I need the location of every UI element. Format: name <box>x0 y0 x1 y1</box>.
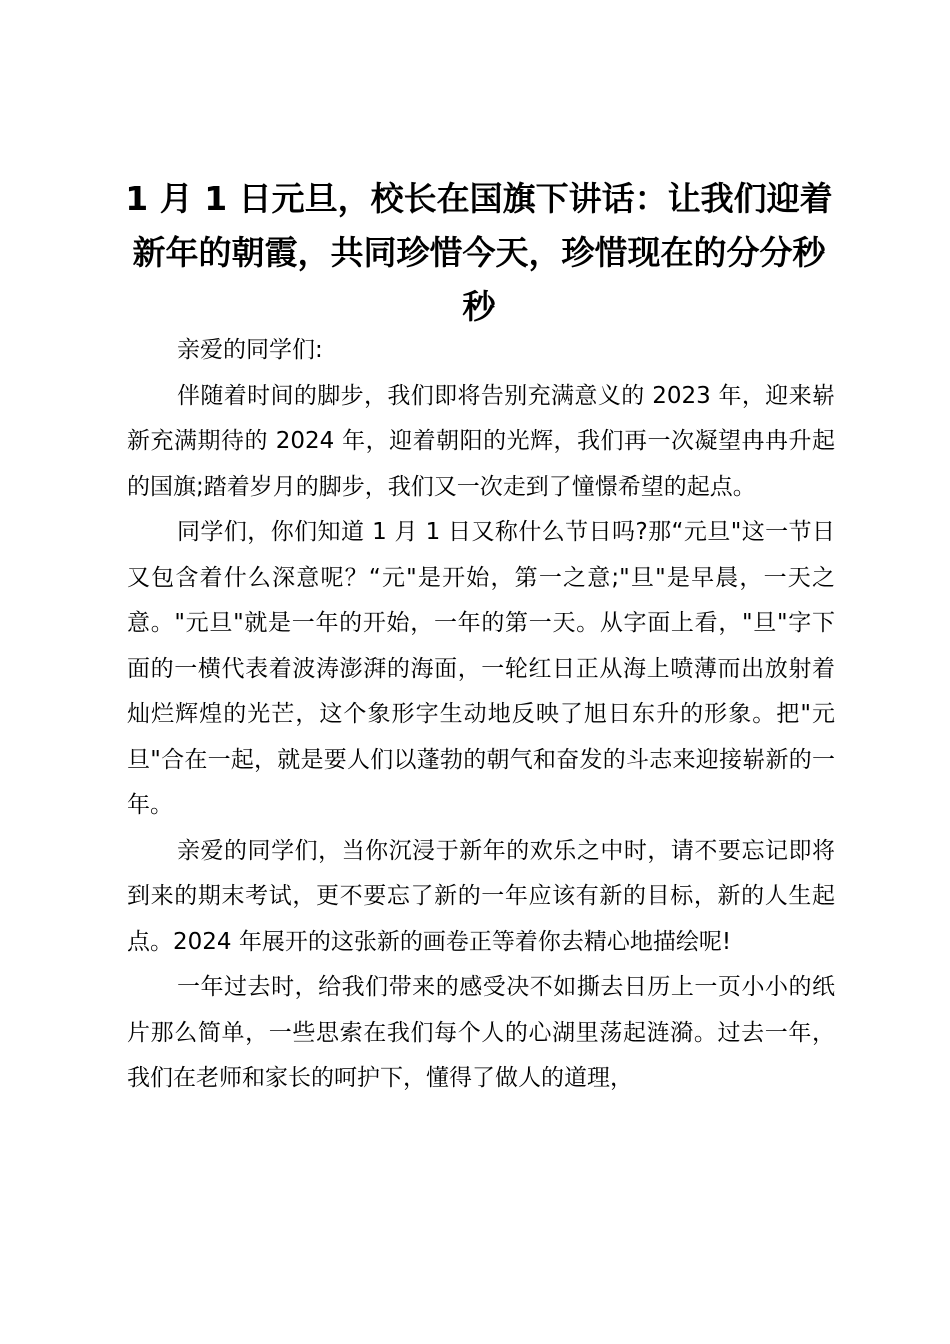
greeting-paragraph: 亲爱的同学们: <box>177 337 323 363</box>
document-body <box>127 328 835 1102</box>
body-paragraph: 一年过去时，给我们带来的感受决不如撕去日历上一页小小的纸片那么简单，一些思索在我们每个人的心湖里荡起涟漪。过去一年，我们在老师和家长的呵护下，懂得了做人的道理， <box>127 974 835 1091</box>
body-paragraph: 同学们，你们知道 1 月 1 日又称什么节日吗?那“元旦"这一节日又包含着什么深意呢？“元"是开始，第一之意;"旦"是早晨，一天之意。"元旦"就是一年的开始，一年的第一天。从字面上看，"旦"字下面的一横代表着波涛澎湃的海面，一轮红日正从海上喷薄而出放射着灿烂辉煌的光芒，这个象形字生动地反映了旭日东升的形象。把"元旦"合在一起，就是要人们以蓬勃的朝气和奋发的斗志来迎接崭新的一年。 <box>127 519 835 818</box>
body-paragraph: 亲爱的同学们，当你沉浸于新年的欢乐之中时，请不要忘记即将到来的期末考试，更不要忘了新的一年应该有新的目标，新的人生起点。2024 年展开的这张新的画卷正等着你去精心地描绘呢! <box>127 837 835 955</box>
document-title: 1 月 1 日元旦，校长在国旗下讲话：让我们迎着新年的朝霞，共同珍惜今天，珍惜现在的分分秒秒 <box>125 179 833 326</box>
body-paragraph: 伴随着时间的脚步，我们即将告别充满意义的 2023 年，迎来崭新充满期待的 2024 年，迎着朝阳的光辉，我们再一次凝望冉冉升起的国旗;踏着岁月的脚步，我们又一次走到了憧憬希望的起点。 <box>127 382 835 500</box>
